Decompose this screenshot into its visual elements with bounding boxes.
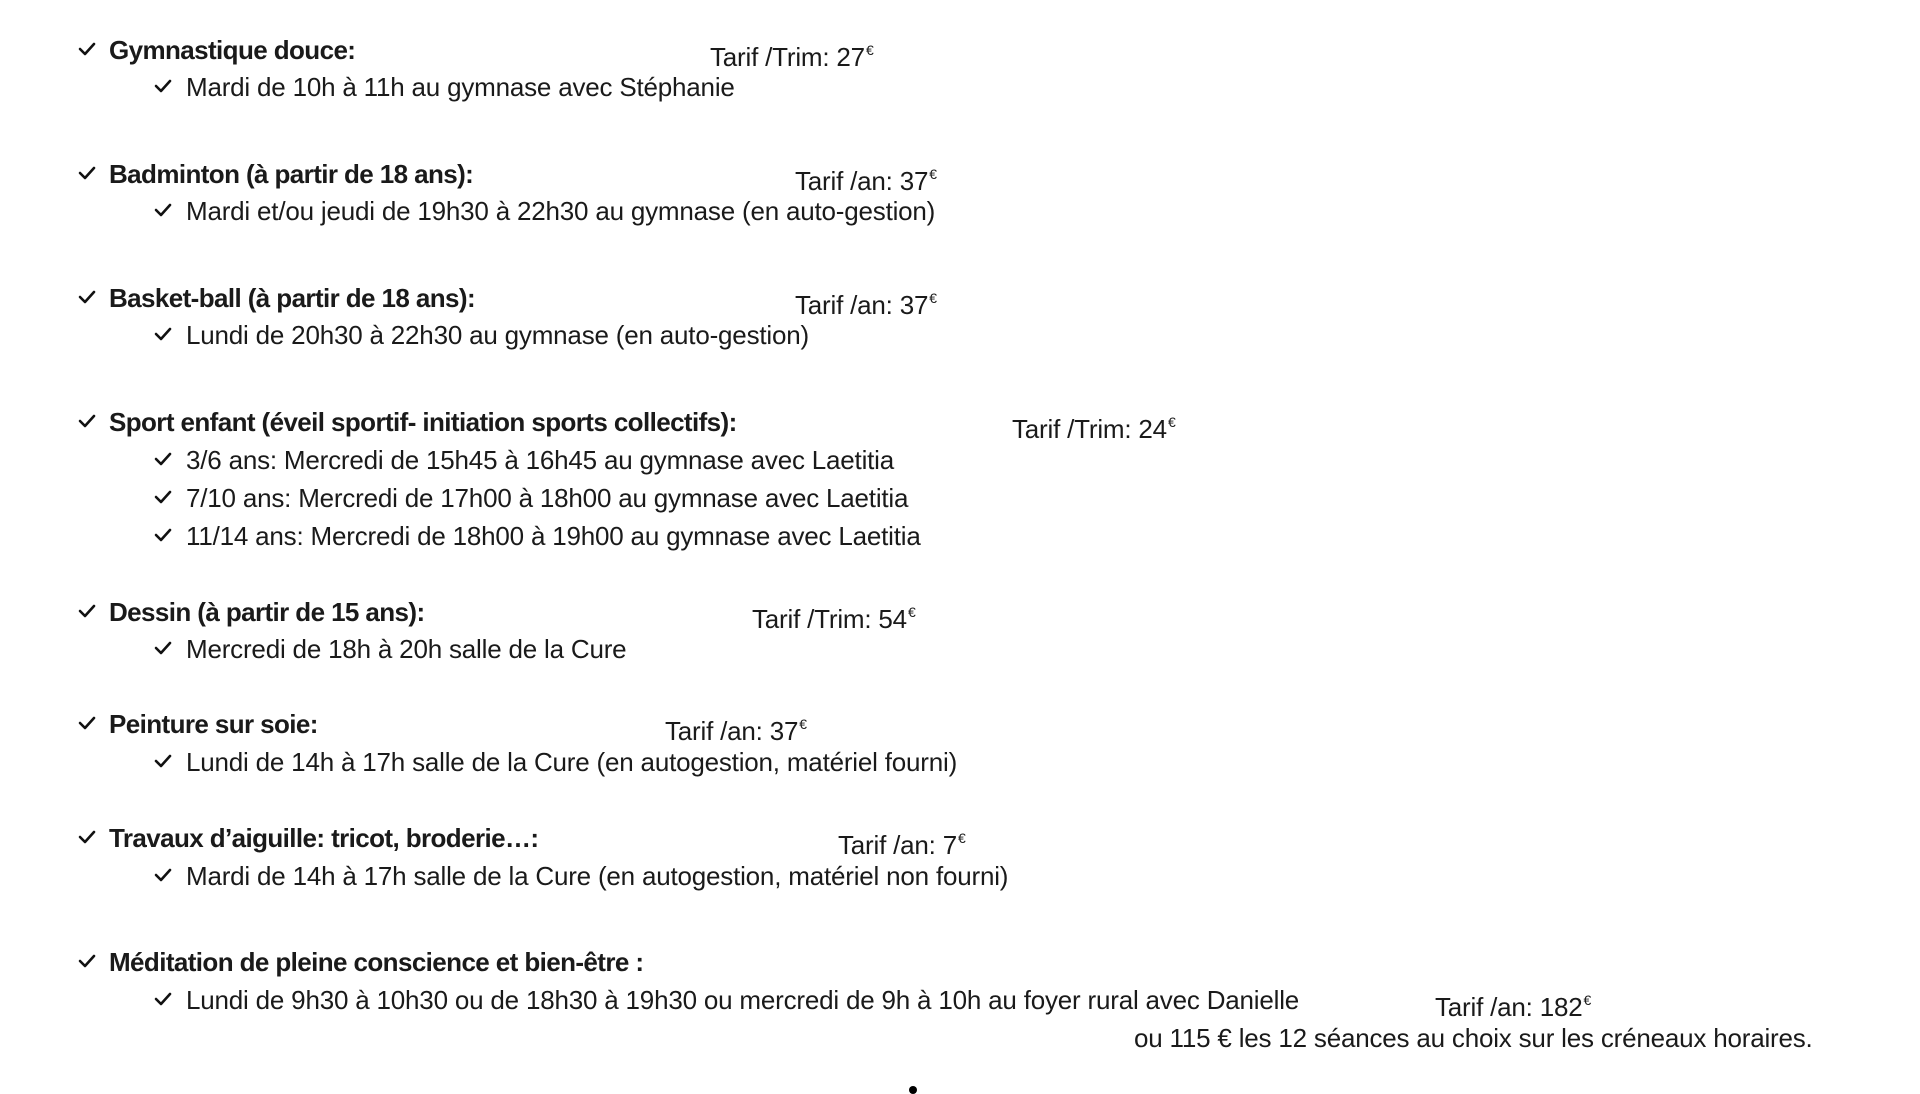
tarif-currency: € [907, 604, 916, 620]
activity-tarif [838, 822, 966, 861]
activity-extra-note: ou 115 € les 12 séances au choix sur les créneaux horaires. [1134, 1023, 1813, 1053]
checkmark-icon [76, 410, 98, 432]
checkmark-icon [76, 162, 98, 184]
activity-title: Dessin (à partir de 15 ans): [109, 597, 425, 627]
activity-tarif [795, 158, 937, 197]
tarif-label: Tarif /an: 37 [795, 166, 929, 196]
checkmark-icon [76, 600, 98, 622]
bullet-dot [909, 1086, 917, 1094]
checkmark-icon [76, 826, 98, 848]
checkmark-icon [152, 75, 174, 97]
activity-title: Peinture sur soie: [109, 709, 318, 739]
checkmark-icon [76, 38, 98, 60]
activity-detail: 11/14 ans: Mercredi de 18h00 à 19h00 au gymnase avec Laetitia [186, 521, 921, 551]
checkmark-icon [152, 637, 174, 659]
activity-title: Méditation de pleine conscience et bien-être : [109, 947, 644, 977]
tarif-currency: € [1167, 414, 1176, 430]
tarif-currency: € [1583, 992, 1592, 1008]
activity-title: Travaux d’aiguille: tricot, broderie…: [109, 823, 539, 853]
tarif-label: Tarif /Trim: 54 [752, 604, 907, 634]
activity-detail: Mardi et/ou jeudi de 19h30 à 22h30 au gymnase (en auto-gestion) [186, 196, 936, 226]
activity-title: Sport enfant (éveil sportif- initiation sports collectifs): [109, 407, 737, 437]
activity-detail: Mardi de 14h à 17h salle de la Cure (en autogestion, matériel non fourni) [186, 861, 1009, 891]
activity-tarif [752, 596, 916, 635]
checkmark-icon [76, 950, 98, 972]
checkmark-icon [152, 524, 174, 546]
activity-tarif [1435, 984, 1591, 1023]
activity-detail: 3/6 ans: Mercredi de 15h45 à 16h45 au gymnase avec Laetitia [186, 445, 895, 475]
tarif-currency: € [929, 290, 937, 306]
checkmark-icon [152, 199, 174, 221]
activity-detail: Lundi de 9h30 à 10h30 ou de 18h30 à 19h30 ou mercredi de 9h à 10h au foyer rural avec Danielle [186, 985, 1300, 1015]
tarif-label: Tarif /Trim: 24 [1012, 414, 1167, 444]
tarif-currency: € [799, 716, 807, 732]
activity-detail: Mercredi de 18h à 20h salle de la Cure [186, 634, 627, 664]
checkmark-icon [76, 712, 98, 734]
checkmark-icon [152, 323, 174, 345]
checkmark-icon [76, 286, 98, 308]
checkmark-icon [152, 750, 174, 772]
tarif-label: Tarif /an: 182 [1435, 992, 1583, 1022]
activity-detail: Lundi de 14h à 17h salle de la Cure (en autogestion, matériel fourni) [186, 747, 958, 777]
tarif-label: Tarif /an: 37 [795, 290, 929, 320]
tarif-label: Tarif /an: 7 [838, 830, 957, 860]
activity-title: Gymnastique douce: [109, 35, 356, 65]
checkmark-icon [152, 864, 174, 886]
activity-tarif [795, 282, 937, 321]
activity-title: Badminton (à partir de 18 ans): [109, 159, 474, 189]
tarif-currency: € [958, 830, 966, 846]
tarif-label: Tarif /Trim: 27 [710, 42, 865, 72]
activity-tarif [710, 34, 874, 73]
tarif-currency: € [929, 166, 937, 182]
activity-detail: Mardi de 10h à 11h au gymnase avec Stéphanie [186, 72, 735, 102]
tarif-label: Tarif /an: 37 [665, 716, 799, 746]
checkmark-icon [152, 486, 174, 508]
activity-detail: 7/10 ans: Mercredi de 17h00 à 18h00 au gymnase avec Laetitia [186, 483, 909, 513]
activity-tarif [1012, 406, 1176, 445]
activity-title: Basket-ball (à partir de 18 ans): [109, 283, 475, 313]
tarif-currency: € [865, 42, 874, 58]
checkmark-icon [152, 988, 174, 1010]
checkmark-icon [152, 448, 174, 470]
activity-tarif [665, 708, 807, 747]
activity-detail: Lundi de 20h30 à 22h30 au gymnase (en auto-gestion) [186, 320, 809, 350]
